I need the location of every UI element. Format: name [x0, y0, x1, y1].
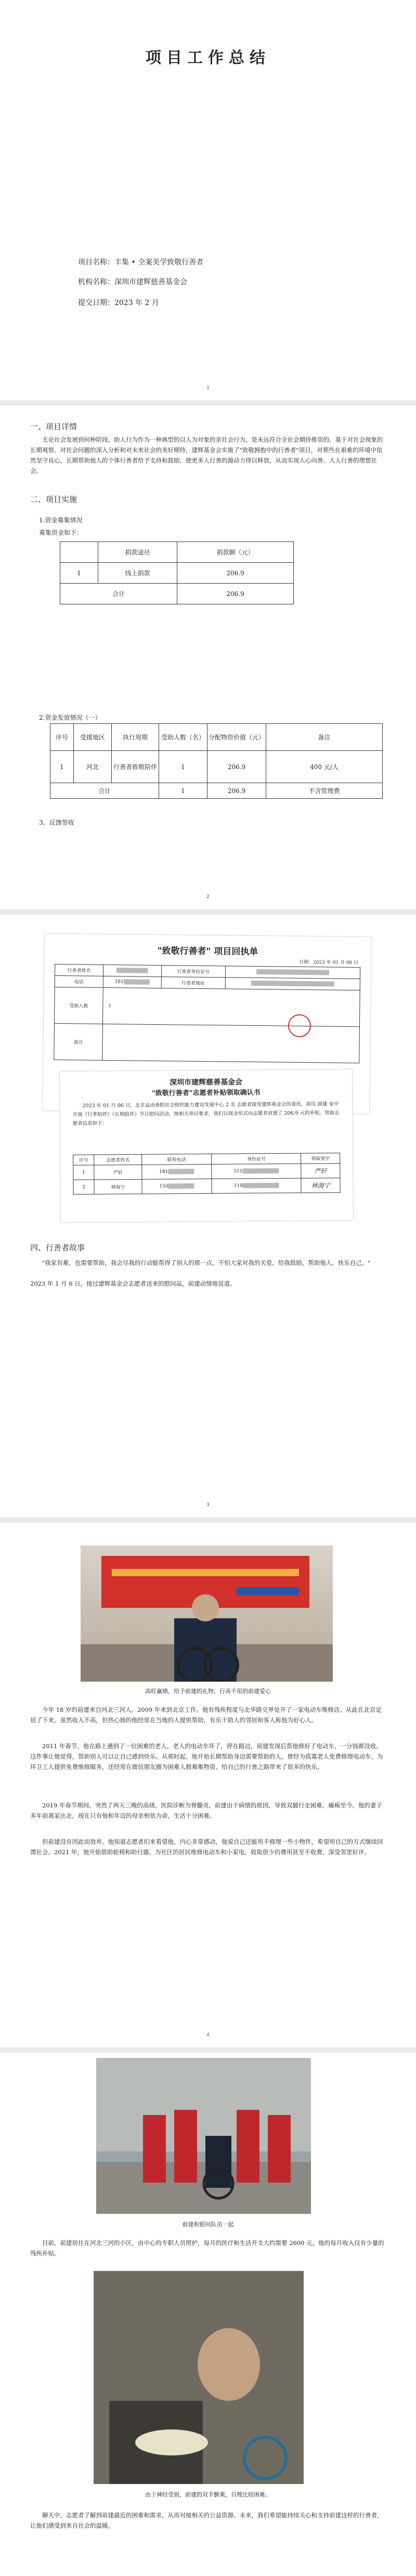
page-2: [0, 405, 416, 909]
table-cell: 合计: [60, 584, 177, 604]
story-paragraph: 2019 年春节期间，突然了两天三晚的高烧。医院诊断为脊髓炎，前建由于病情的原因，导致双腿行走困难，瘫痪至今。他的妻子多年前离家出走，现在只有他和年迈的母亲相依为命，生活十分困难。: [30, 1802, 382, 1819]
doc-body: 2023 年 01 月 06 日，北京益动善阳社会组织能力建设发展中心 2 名 志愿者接受建辉基金会的委托，前往 固建 家中开展《行孝陪伴》《长期陪伴》节日慰问活动，按相关项目要求，我们以现金形式向志愿者放置了 206.9 元的补贴。领取志愿者信息如下：: [72, 1101, 340, 1127]
table-row: [60, 563, 294, 584]
table-header: 受援地区: [74, 724, 112, 751]
section-body: 无论社会发展到何种阶段，助人行为作为一种典型的以人为对象的亲社会行为，是未远符合全社会期待推崇的。基于对社会现象的长期观察，对社会问题的深入分析和对未来社会的美好期待，建辉基金会实施了"致敬拥抱中的行善者"项目，对那些在艰难的环境中依然坚守良心，长期帮助他人的个体行善者给予支持和鼓励，使更多人行善的源动力得以释放，从而实现人心向善、人人行善的理想社会。: [30, 436, 383, 474]
intro: 2023 年 1 月 6 日，接过建辉基金会志愿者送来的慰问品，前建动情地说道。: [30, 1280, 236, 1287]
doc-title: "致敬行善者"志愿者补贴领取确认书: [151, 1089, 261, 1098]
section-heading: 四、行善者故事: [30, 1243, 85, 1252]
section-heading: 一、项目详情: [30, 422, 77, 431]
story-paragraph: 聊天中，志愿者了解到前建最近的困难和需求，从而对接相关的公益资源。未来，我们希望能持续关心和支持前建这样的行善者，让他们感受到来自社会的温暖。: [30, 2512, 383, 2529]
table-cell: 合计: [50, 783, 159, 799]
table-header: 序号: [50, 724, 74, 751]
photo-caption: 由于神经受损，前建的双手颤栗，自理比较困难。: [145, 2491, 271, 2498]
photo-svg: [96, 2058, 311, 2214]
confirmation-scan: [60, 1069, 353, 1222]
page-number: 4: [206, 2032, 210, 2037]
table-header: 捐款额（元）: [177, 542, 294, 563]
receipt-table: [54, 964, 360, 1063]
table-cell: 181: [159, 1169, 168, 1175]
photo-caption: 高旺赢赌，给予前建的礼物，行善不用的前建爱心: [145, 1688, 271, 1695]
doc-org: 深圳市建辉慈善基金会: [170, 1078, 243, 1087]
photo-group-street: [96, 2058, 311, 2214]
table-header: 备注: [266, 724, 383, 751]
table-cell: 206.9: [177, 563, 294, 584]
table-cell: 110: [233, 1183, 243, 1189]
table-cell: 备注: [54, 1023, 103, 1060]
volunteer-table: [73, 1153, 341, 1195]
table-cell: 511: [233, 1169, 243, 1174]
page-3: [0, 915, 416, 1517]
table-cell: 1: [50, 751, 74, 783]
photo-banner-visit: [81, 1545, 333, 1682]
table-cell: 1: [159, 751, 207, 783]
table-cell: 行善者姓名: [55, 964, 103, 976]
table-row: [73, 1178, 340, 1195]
table-cell: 行善者身份证号: [161, 966, 225, 977]
red-stamp-icon: [288, 1014, 311, 1037]
table-cell: 2: [73, 1180, 94, 1194]
table-cell: 1: [159, 783, 207, 799]
table-header: 受助人数（名）: [159, 724, 207, 751]
receipt-title: "致敬行善者" 项目回执单: [157, 945, 258, 958]
table-cell: 河北: [74, 751, 112, 783]
table-header: 领取签字: [301, 1153, 340, 1164]
project-name: 项目名称：丰集 • 全案美学致敬行善者: [78, 258, 204, 267]
signature: 林海宁: [301, 1178, 340, 1193]
story-paragraph: 今年 18 岁的前建来自河北三河人，2009 年来到北京工作。他有残疾程度与北华路交界处开了一家电动车维修店。从此在北京定居了下来。虽然收入不高，但热心肠的他经常在当地的人提供帮助，有乐于助人的邻居和客人称他为好心人。: [30, 1706, 382, 1724]
table-cell: 严轩: [94, 1165, 142, 1180]
signature: 严轩: [301, 1164, 340, 1179]
page-1: [0, 0, 416, 400]
table-cell: 电话: [55, 975, 103, 987]
table-total-row: [50, 783, 383, 799]
table-cell: 181: [114, 979, 124, 985]
org-name: 机构名称：深圳市建辉慈善基金会: [78, 278, 187, 286]
photo-svg: [81, 1545, 333, 1682]
table-cell: 150: [159, 1184, 168, 1190]
table-row: [50, 751, 383, 783]
photo-svg: [94, 2271, 304, 2484]
table-cell: 受捐人数: [54, 987, 103, 1024]
table-cell: 206.9: [207, 783, 266, 799]
subsection-title: 2.资金发放情况（一）: [39, 714, 101, 721]
page-title: 项目工作总结: [146, 49, 270, 67]
page-number: 3: [206, 1502, 210, 1507]
table-cell: 不含管理费: [266, 783, 383, 799]
receipt-date: 日期：2023 年 01 月 06 日: [299, 959, 359, 966]
fundraising-table: [60, 541, 294, 604]
table-cell: 线上捐款: [98, 563, 177, 584]
table-cell: 行善者地址: [161, 977, 225, 989]
table-total-row: [60, 584, 294, 604]
page-5: [0, 2053, 416, 2576]
table-header: 序号: [73, 1155, 94, 1165]
table-cell: 1: [60, 563, 98, 584]
table-cell: 400 元/人: [266, 751, 383, 783]
table-header: 志愿者姓名: [94, 1154, 142, 1165]
table-cell: 1: [102, 987, 360, 1026]
table-header: 捐款途径: [98, 542, 177, 563]
section-heading: 二、项目实施: [30, 495, 77, 504]
table-header: [60, 542, 98, 563]
page-4: [0, 1523, 416, 2047]
subsection-title: 3、反馈签收: [39, 819, 74, 826]
table-header: 分配物资价值（元）: [207, 724, 266, 751]
photo-eating: [94, 2271, 304, 2484]
story-paragraph: 2011 年春节，他在路上遇到了一位困难的老人，老人的电动车坏了，停在路边，前建发现后帮他修好了电动车，一分钱都没收。这件事让他觉得，帮助别人可以让自己感到快乐。从那时起，他开始长期帮助身边需要帮助的人，曾经为孤寡老人免费修理电动车，为环卫工人提供免费维修服务，还经常在微信朋友圈为困难人群募集物资，给自己的行善之路带来了很多的快乐。: [30, 1742, 383, 1771]
table-header: 身份证号: [212, 1153, 301, 1164]
quote: "我家有难，也需要帮助，我会尽我的行动能帮得了别人的那一点，不怕大家对我的关爱，给我鼓励，帮助他人，快乐自己。": [42, 1259, 371, 1266]
subsection-title: 募集资金如下：: [39, 529, 83, 536]
story-paragraph: 但前建没有因此而放弃。他知道志愿者们来看望他，内心非常感动，他说自己还能用手修理一些小物件，希望用自己的方式继续回馈社会。2021 年，他开始借助轮椅和助行器，为社区的居民维修电动车和小家电，收取很少的费用甚至不收费，深受邻里好评。: [30, 1838, 383, 1856]
submit-date: 提交日期：2023 年 2 月: [78, 299, 159, 307]
story-paragraph: 目前，前建居住在河北三河的小区，由中心的专职人员照护，每月的医疗和生活开支大约需要 2600 元，他的每月收入仅有少量的残疾补贴。: [30, 2239, 384, 2257]
table-cell: 行善者致敬陪伴: [112, 751, 159, 783]
table-header: 联系电话: [142, 1154, 212, 1165]
table-cell: 林海宁: [94, 1179, 142, 1194]
table-row: [73, 1164, 340, 1180]
table-cell: 206.9: [177, 584, 294, 604]
page-number: 2: [206, 894, 210, 899]
page-number: 1: [206, 385, 210, 390]
photo-caption: 前建和慰问队员一起: [182, 2221, 234, 2228]
subsection-title: 1.资金募集情况: [39, 517, 83, 524]
distribution-table: [50, 723, 383, 799]
table-header: 执行周期: [112, 724, 159, 751]
table-cell: 1: [73, 1165, 94, 1180]
table-cell: 206.9: [207, 751, 266, 783]
